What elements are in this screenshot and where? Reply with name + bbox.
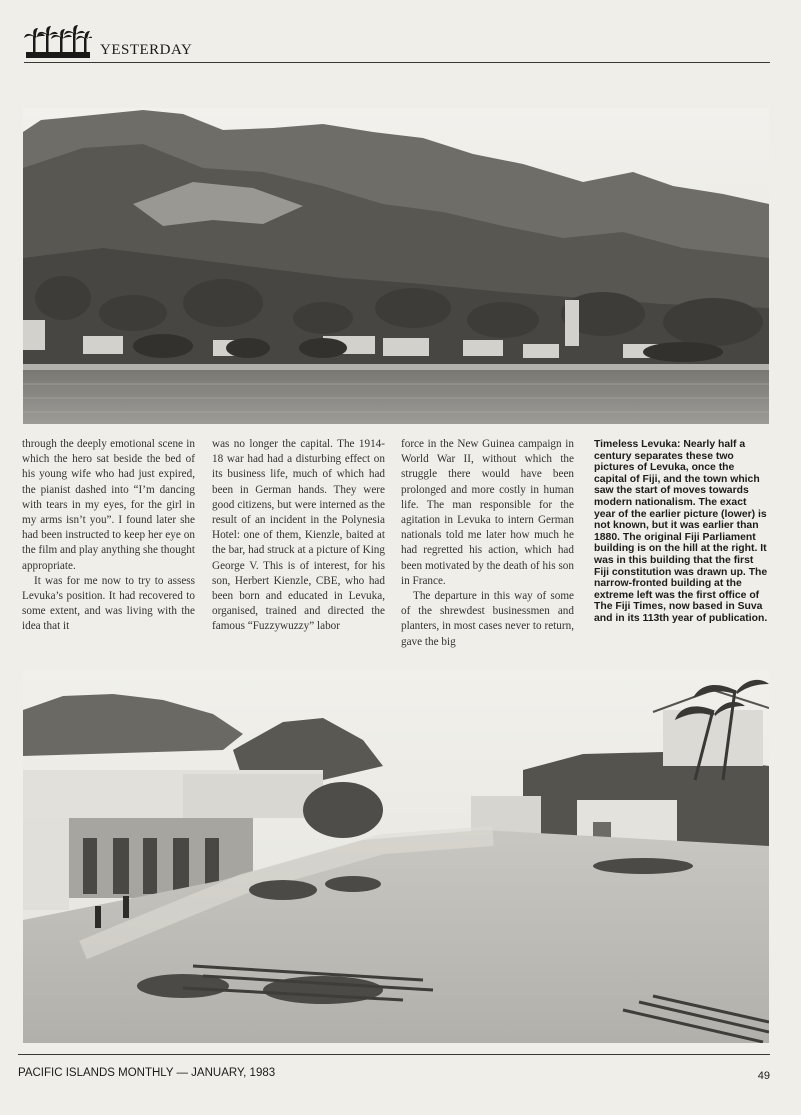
hillside-town-waterfront-photo <box>23 108 769 424</box>
page-header <box>24 24 770 64</box>
article-column-3 <box>401 437 574 650</box>
article-paragraph: The departure in this way of some of the shrewdest businessmen and planters, in most cases never to return, gave the big <box>401 590 574 648</box>
publication-footer: PACIFIC ISLANDS MONTHLY — JANUARY, 1983 <box>18 1067 276 1079</box>
photo-caption: Timeless Levuka: Nearly half a century separates these two pictures of Levuka, once the capital of Fiji, and the town which saw the start of moves towards modern nationalism. The exact year of the earlier picture (lower) is not known, but it was earlier than 1880. The original Fiji Parliament building is on the hill at the right. It was in this building that the first Fiji constitution was drawn up. The narrow-fronted building at the extreme left was the first office of The Fiji Times, now based in Suva and in its 113th year of publication. <box>594 439 768 624</box>
street-and-beach-photo <box>23 670 769 1043</box>
page-number: 49 <box>757 1070 770 1082</box>
article-paragraph: was no longer the capital. The 1914-18 war had had a disturbing effect on its business life, much of which had been in German hands. They were good citizens, but were interned as the result of an incident in the Polynesia Hotel: one of them, Kienzle, baited at the bar, had struck at a picture of King George V. This is of interest, for his son, Herbert Kienzle, CBE, who had been born and educated in Levuka, organised, trained and directed the famous “Fuzzywuzzy” labor <box>212 438 385 633</box>
footer-divider <box>18 1054 770 1055</box>
article-column-1 <box>22 437 195 635</box>
article-paragraph: It was for me now to try to assess Levuka’s position. It had recovered to some extent, and was living with the idea that it <box>22 574 195 633</box>
section-title: YESTERDAY <box>100 42 193 58</box>
article-column-2 <box>212 437 385 635</box>
article-paragraph: through the deeply emotional scene in which the hero sat beside the bed of his young wife who had just expired, the pianist dashed into “I’m dancing with tears in my eyes, for the girl in my arms isn’t you”. I found later she had been instructed to keep her eye on the film and play anything she thought appropriate. <box>22 438 195 572</box>
article-paragraph: force in the New Guinea campaign in World War II, without which the struggle there would have been prolonged and more costly in human life. The man responsible for the agitation in Levuka to intern German nationals told me later how much he had regretted his action, which had been motivated by the death of his son in France. <box>401 438 574 587</box>
palm-trees-logo-icon <box>24 24 92 60</box>
header-divider <box>24 62 770 63</box>
